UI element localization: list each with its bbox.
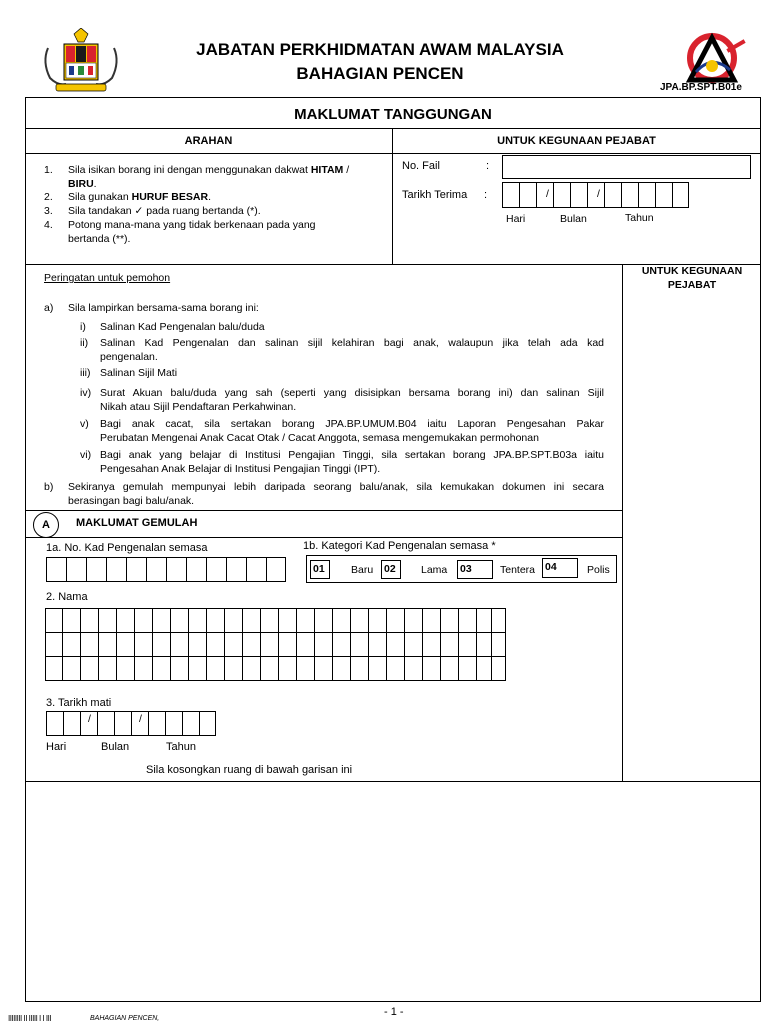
tarikh-terima-input[interactable] <box>502 182 689 208</box>
item-num: ii) <box>80 337 89 349</box>
office-heading: UNTUK KEGUNAAN PEJABAT <box>497 135 656 147</box>
point-a-text: Sila lampirkan bersama-sama borang ini: <box>68 302 259 314</box>
divider <box>25 537 622 538</box>
arahan-item-2: Sila gunakan HURUF BESAR. <box>68 191 211 203</box>
lampiran-item-cont: Nikah atau Sijil Pendaftaran Perkahwinan. <box>100 401 297 413</box>
date-slash: / <box>597 188 600 200</box>
no-fail-label: No. Fail <box>402 160 440 172</box>
kosong-note: Sila kosongkan ruang di bawah garisan ini <box>146 764 353 776</box>
date-slash: / <box>139 713 142 725</box>
nama-input[interactable] <box>45 608 506 681</box>
footer-barcode: IIIIIIII II IIIII I I III <box>8 1014 52 1023</box>
ic-number-input[interactable] <box>46 557 286 582</box>
kategori-baru-label: Baru <box>351 564 374 576</box>
lampiran-item: Bagi anak yang belajar di Institusi Pengajian Tinggi, sila sertakan borang JPA.BP.SPT.B03a iaitu <box>100 449 604 461</box>
bulan-label: Bulan <box>101 741 130 753</box>
tarikh-terima-label: Tarikh Terima <box>402 189 468 201</box>
colon: : <box>484 189 488 201</box>
tahun-label: Tahun <box>166 741 196 753</box>
kategori-lama-checkbox[interactable]: 02 <box>381 560 401 579</box>
arahan-num: 2. <box>44 191 53 203</box>
section-a-title: MAKLUMAT GEMULAH <box>76 517 198 529</box>
footer-department: BAHAGIAN PENCEN, <box>90 1015 160 1022</box>
q1a-label: 1a. No. Kad Pengenalan semasa <box>46 542 208 554</box>
tahun-label: Tahun <box>625 212 654 224</box>
point-b-label: b) <box>44 481 54 493</box>
kategori-tentera-checkbox[interactable]: 03 <box>457 560 493 579</box>
hari-label: Hari <box>506 213 526 225</box>
lampiran-item: Bagi anak cacat, sila sertakan borang JPA.BP.UMUM.B04 iaitu Laporan Pengesahan Pakar <box>100 418 604 430</box>
point-a-label: a) <box>44 302 54 314</box>
lampiran-item: Salinan Kad Pengenalan dan salinan sijil kelahiran bagi anak, walaupun jika telah ada kad <box>100 337 604 349</box>
arahan-num: 3. <box>44 205 53 217</box>
divider <box>622 264 623 781</box>
item-num: i) <box>80 321 86 333</box>
hari-label: Hari <box>46 741 67 753</box>
q1b-label: 1b. Kategori Kad Pengenalan semasa * <box>303 540 496 552</box>
arahan-item-4-cont: bertanda (**). <box>68 233 131 245</box>
kategori-baru-checkbox[interactable]: 01 <box>310 560 330 579</box>
tarikh-mati-input[interactable] <box>46 711 216 736</box>
divider <box>25 781 761 782</box>
divider <box>392 128 393 264</box>
date-slash: / <box>546 188 549 200</box>
colon: : <box>486 160 490 172</box>
arahan-heading: ARAHAN <box>184 135 233 147</box>
side-office-heading-2: PEJABAT <box>667 279 717 291</box>
divider <box>25 510 622 511</box>
arahan-item-1-cont: BIRU. <box>68 178 97 190</box>
arahan-item-4: Potong mana-mana yang tidak berkenaan pada yang <box>68 219 316 231</box>
lampiran-item: Salinan Kad Pengenalan balu/duda <box>100 321 265 333</box>
kategori-polis-label: Polis <box>587 564 610 576</box>
divider <box>25 153 761 154</box>
header-division: BAHAGIAN PENCEN <box>296 64 464 83</box>
arahan-item-3: Sila tandakan ✓ pada ruang bertanda (*). <box>68 205 261 217</box>
date-slash: / <box>88 713 91 725</box>
form-code: JPA.BP.SPT.B01e <box>660 82 742 93</box>
kategori-tentera-label: Tentera <box>500 564 536 576</box>
arahan-item-1: Sila isikan borang ini dengan menggunakan dakwat HITAM / <box>68 164 350 176</box>
item-num: vi) <box>80 449 92 461</box>
point-b-text: Sekiranya gemulah mempunyai lebih daripada seorang balu/anak, sila kemukakan dokumen ini secara <box>68 481 604 493</box>
page-number: - 1 - <box>384 1006 404 1018</box>
side-office-heading: UNTUK KEGUNAAN <box>641 265 743 277</box>
lampiran-item-cont: Pengesahan Anak Belajar di Institusi Pengajian Tinggi (IPT). <box>100 463 381 475</box>
item-num: v) <box>80 418 89 430</box>
no-fail-input[interactable] <box>502 155 751 179</box>
kategori-lama-label: Lama <box>421 564 448 576</box>
arahan-num: 4. <box>44 219 53 231</box>
item-num: iii) <box>80 367 91 379</box>
lampiran-item-cont: pengenalan. <box>100 351 158 363</box>
lampiran-item: Surat Akuan balu/duda yang sah (seperti yang disisipkan bersama borang ini) dan salinan Sijil <box>100 387 604 399</box>
section-a-badge: A <box>33 512 59 538</box>
malaysia-coat-of-arms-logo <box>38 28 124 94</box>
peringatan-heading: Peringatan untuk pemohon <box>44 272 171 284</box>
form-title: MAKLUMAT TANGGUNGAN <box>294 106 492 123</box>
q2-label: 2. Nama <box>46 591 88 603</box>
lampiran-item-cont: Perubatan Mengenai Anak Cacat Otak / Cacat Anggota, semasa mengemukakan permohonan <box>100 432 539 444</box>
point-b-text-cont: berasingan bagi balu/anak. <box>68 495 195 507</box>
bulan-label: Bulan <box>560 213 587 225</box>
header-department: JABATAN PERKHIDMATAN AWAM MALAYSIA <box>196 40 564 59</box>
arahan-num: 1. <box>44 164 53 176</box>
kategori-polis-checkbox[interactable]: 04 <box>542 558 578 578</box>
divider <box>25 128 761 129</box>
item-num: iv) <box>80 387 92 399</box>
q3-label: 3. Tarikh mati <box>46 697 112 709</box>
lampiran-item: Salinan Sijil Mati <box>100 367 178 379</box>
